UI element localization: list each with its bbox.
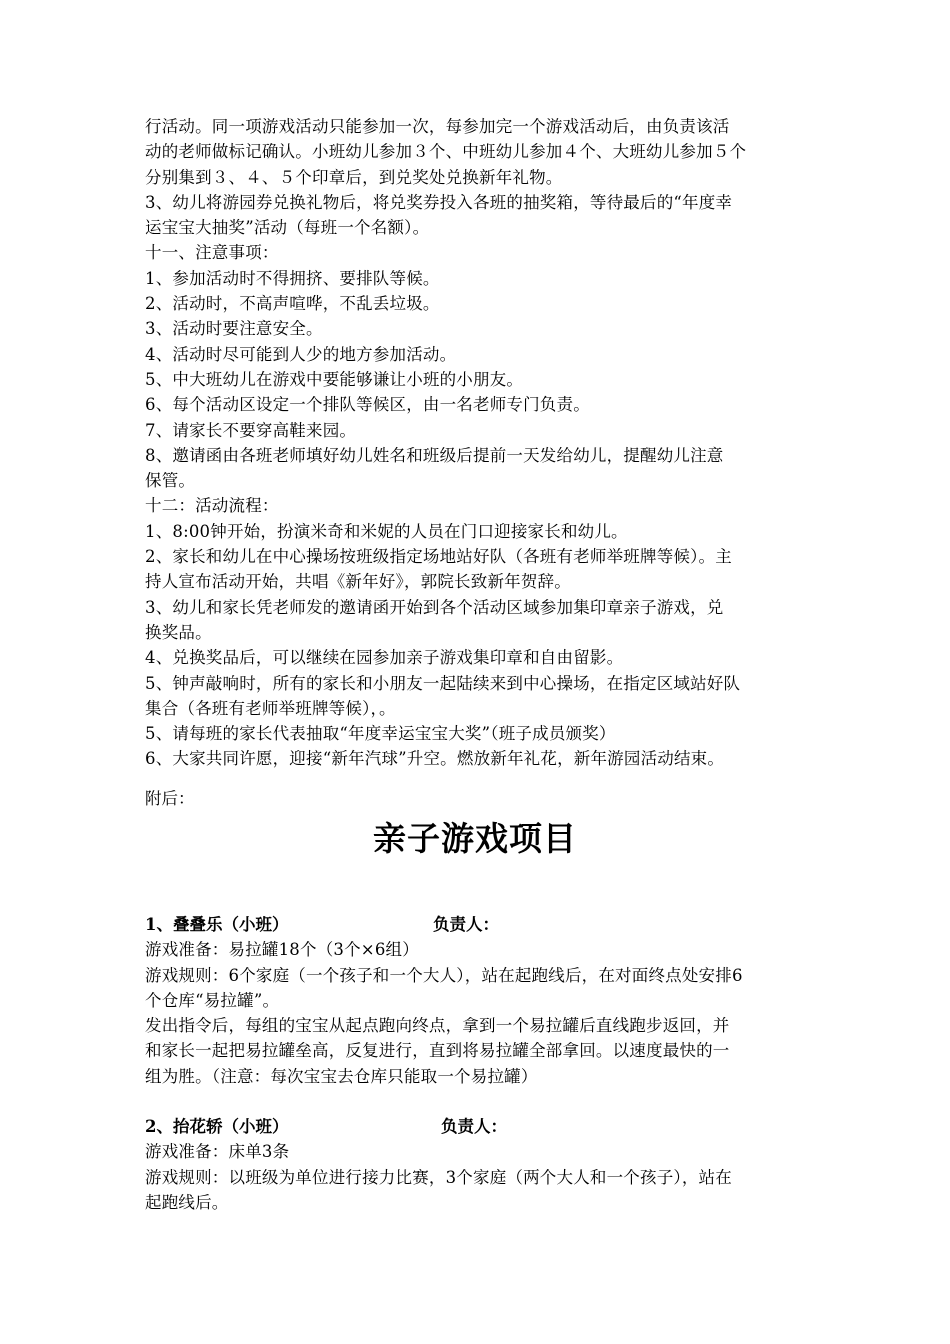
text-line: 换奖品。 (145, 622, 212, 642)
section-heading-process: 十二：活动流程： (145, 496, 279, 516)
game-text-line: 和家长一起把易拉罐垒高，反复进行，直到将易拉罐全部拿回。以速度最快的一 (145, 1041, 730, 1061)
text-line: 3、幼儿将游园券兑换礼物后，将兑奖券投入各班的抽奖箱，等待最后的“年度幸 (145, 192, 733, 212)
game-text-line: 游戏规则：6个家庭（一个孩子和一个大人），站在起跑线后，在对面终点处安排6 (145, 965, 743, 985)
game-text-line: 个仓库“易拉罐”。 (145, 990, 280, 1010)
game-item (145, 912, 815, 1089)
text-line: 运宝宝大抽奖”活动（每班一个名额）。 (145, 218, 430, 238)
game-text-line: 发出指令后，每组的宝宝从起点跑向终点，拿到一个易拉罐后直线跑步返回，并 (145, 1016, 730, 1036)
game-text-line: 游戏准备：床单3条 (145, 1142, 290, 1162)
text-line: 6、大家共同许愿，迎接“新年汽球”升空。燃放新年礼花，新年游园活动结束。 (145, 749, 725, 769)
appendix-label: 附后： (145, 789, 195, 808)
game-owner-label: 负责人： (441, 1117, 507, 1137)
game-heading: 1、叠叠乐（小班） (145, 915, 289, 934)
text-line: 持人宣布活动开始，共唱《新年好》，郭院长致新年贺辞。 (145, 572, 571, 592)
text-line: 2、活动时，不高声喧哗，不乱丢垃圾。 (145, 294, 440, 314)
game-heading: 2、抬花轿（小班） (145, 1117, 289, 1137)
text-line: 8、邀请函由各班老师填好幼儿姓名和班级后提前一天发给幼儿，提醒幼儿注意 (145, 445, 724, 465)
body-text (145, 114, 815, 772)
game-heading-row (145, 912, 815, 937)
text-line: 1、8:00钟开始，扮演米奇和米妮的人员在门口迎接家长和幼儿。 (145, 521, 628, 541)
game-text-line: 起跑线后。 (145, 1192, 229, 1212)
text-line: 3、幼儿和家长凭老师发的邀请函开始到各个活动区域参加集印章亲子游戏，兑 (145, 597, 724, 617)
text-line: 分别集到３、４、５个印章后，到兑奖处兑换新年礼物。 (145, 167, 563, 187)
text-line: 4、兑换奖品后，可以继续在园参加亲子游戏集印章和自由留影。 (145, 648, 624, 668)
text-line: 行活动。同一项游戏活动只能参加一次，每参加完一个游戏活动后，由负责该活 (145, 117, 730, 136)
section-title: 亲子游戏项目 (373, 819, 577, 858)
games-list (145, 912, 815, 1215)
text-line: 6、每个活动区设定一个排队等候区，由一名老师专门负责。 (145, 395, 590, 415)
text-line: 5、请每班的家长代表抽取“年度幸运宝宝大奖”（班子成员颁奖） (145, 724, 616, 744)
game-heading-row (145, 1114, 815, 1139)
text-line: 1、参加活动时不得拥挤、要排队等候。 (145, 268, 440, 288)
text-line: 5、中大班幼儿在游戏中要能够谦让小班的小朋友。 (145, 369, 524, 389)
text-line: 7、请家长不要穿高鞋来园。 (145, 420, 357, 440)
game-owner-label: 负责人： (433, 915, 499, 934)
game-item (145, 1114, 815, 1215)
text-line: 集合（各班有老师举班牌等候），。 (145, 698, 396, 718)
text-line: 保管。 (145, 471, 196, 491)
section-heading-notes: 十一、注意事项： (145, 243, 279, 263)
text-line: 动的老师做标记确认。小班幼儿参加３个、中班幼儿参加４个、大班幼儿参加５个 (145, 142, 747, 162)
text-line: 2、家长和幼儿在中心操场按班级指定场地站好队（各班有老师举班牌等候）。主 (145, 547, 732, 567)
text-line: 3、活动时要注意安全。 (145, 319, 323, 339)
game-text-line: 组为胜。（注意：每次宝宝去仓库只能取一个易拉罐） (145, 1066, 538, 1086)
game-text-line: 游戏规则：以班级为单位进行接力比赛，3个家庭（两个大人和一个孩子），站在 (145, 1167, 732, 1187)
game-text-line: 游戏准备：易拉罐18个（3个×6组） (145, 940, 419, 960)
spacer (145, 1089, 815, 1114)
text-line: 5、钟声敲响时，所有的家长和小朋友一起陆续来到中心操场，在指定区域站好队 (145, 673, 741, 693)
text-line: 4、活动时尽可能到人少的地方参加活动。 (145, 344, 457, 364)
